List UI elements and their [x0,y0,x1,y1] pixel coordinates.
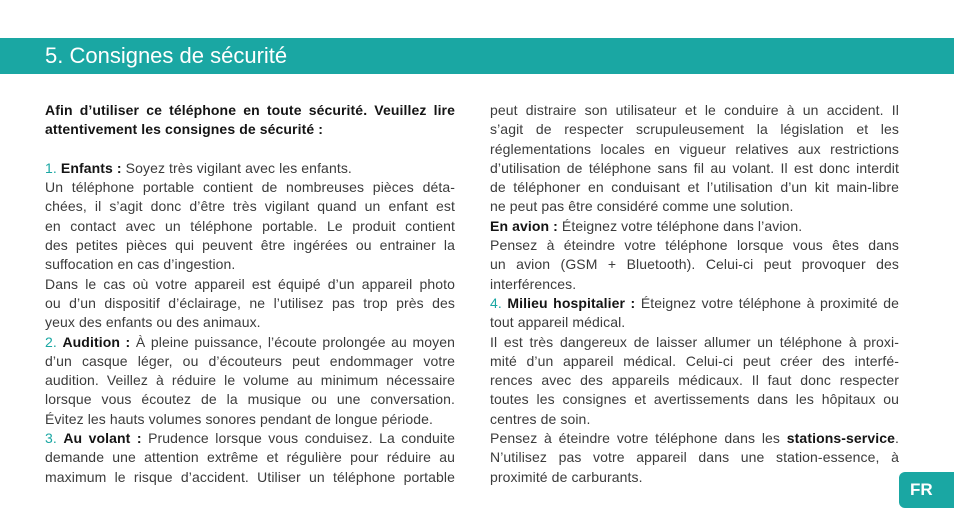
text-line [490,197,899,216]
text-line [45,101,455,120]
item-number: 1. [45,159,61,176]
body-text: Pensez à éteindre votre téléphone dans les [490,430,787,447]
text-line [490,333,899,352]
body-text: N’utilisez pas votre appareil dans une station-essence, à [490,449,899,466]
body-text: audition. Veillez à réduire le volume au minimum nécessaire [45,372,455,389]
text-line [45,159,455,178]
text-line [45,390,455,409]
intro-text: Afin d’utiliser ce téléphone en toute sécurité. Veuillez lire [45,102,455,118]
section-header-band [0,38,954,74]
text-line [490,352,899,371]
body-text: un avion (GSM + Bluetooth). Celui-ci peut provoquer des [490,256,899,273]
item-label: Au volant : [63,430,149,447]
body-text: peut distraire son utilisateur et le conduire à un accident. Il [490,102,899,118]
right-column [490,101,899,487]
body-text: réglementations locales en vigueur relatives aux restrictions [490,140,899,157]
text-line [490,217,899,236]
text-line [45,352,455,371]
paragraph-gap [45,140,455,159]
text-line [45,120,455,139]
body-text: rences avec des appareils médicaux. Il faut donc respecter [490,372,899,389]
body-text: Prudence lorsque vous conduisez. La conduite [148,430,455,447]
text-line [490,178,899,197]
emphasis-text: stations-service [786,430,895,447]
text-line [490,294,899,313]
item-label: Audition : [62,333,136,350]
item-number: 3. [45,430,64,447]
body-text: mité d’un appareil médical. Celui-ci peut créer des interfé- [490,352,899,369]
body-text: d’utilisation de téléphone sans fil au volant. Il est donc interdit [490,159,899,176]
body-text: chées, il s’agit donc d’être très vigilant quand un enfant est [45,198,455,215]
body-text: de téléphoner en conduisant et l’utilisation d’un kit main-libre [490,179,899,196]
item-label: Milieu hospitalier : [507,294,641,311]
text-line [490,448,899,467]
body-text: interférences. [490,275,577,292]
body-text: ou d’un dispositif d’éclairage, ne l’utilisez pas trop près des [45,294,455,311]
body-text: maximum le risque d’accident. Utiliser un téléphone portable [45,468,455,485]
body-text: À pleine puissance, l’écoute prolongée au moyen [135,333,455,350]
language-badge-label: FR [910,480,933,499]
body-text: tout appareil médical. [490,314,626,331]
body-text: lorsque vous écoutez de la musique ou une conversation. [45,391,455,408]
text-line [490,410,899,429]
item-label: Enfants : [60,159,126,176]
text-line [45,371,455,390]
body-text: des petites pièces qui peuvent être ingérées ou entrainer la [45,237,455,254]
body-text: Dans le cas où votre appareil est équipé d’un appareil photo [45,275,455,292]
text-line [45,255,455,274]
body-text: Il est très dangereux de laisser allumer un téléphone à proxi- [490,333,899,350]
language-badge [899,472,954,508]
body-text: en contact avec un téléphone portable. Le produit contient [45,217,455,234]
text-line [45,197,455,216]
body-text: . [895,430,899,447]
text-line [490,255,899,274]
body-text: ne peut pas être considéré comme une solution. [490,198,794,215]
text-line [45,429,455,448]
text-line [45,178,455,197]
section-title: 5. Consignes de sécurité [45,43,288,68]
text-line [45,217,455,236]
body-text: Un téléphone portable contient de nombreuses pièces déta- [45,179,455,196]
body-text: s’agit de respecter scrupuleusement la législation et les [490,121,899,138]
body-text: Soyez très vigilant avec les enfants. [125,159,352,176]
text-line [45,333,455,352]
body-text: centres de soin. [490,410,591,427]
body-text: Éteignez votre téléphone à proximité de [640,294,899,311]
body-text: yeux des enfants ou des animaux. [45,314,261,331]
body-text: suffocation en cas d’ingestion. [45,256,236,273]
text-line [45,448,455,467]
body-text: proximité de carburants. [490,468,643,485]
item-number: 4. [490,294,508,311]
text-line [45,275,455,294]
body-text: toutes les consignes et avertissements dans les hôpitaux ou [490,391,899,408]
text-line [490,313,899,332]
text-line [45,313,455,332]
text-line [45,468,455,487]
text-line [45,236,455,255]
text-line [490,140,899,159]
item-label: En avion : [490,217,562,234]
text-line [490,101,899,120]
left-column [45,101,455,487]
item-number: 2. [45,333,63,350]
text-line [490,468,899,487]
text-line [490,120,899,139]
body-text: demande une attention extrême et régulière pour réduire au [45,449,455,466]
text-line [490,159,899,178]
body-text: d’un casque léger, ou d’écouteurs peut endommager votre [45,352,455,369]
text-line [45,410,455,429]
text-line [490,371,899,390]
text-line [490,429,899,448]
body-text: Pensez à éteindre votre téléphone lorsque vous êtes dans [490,237,899,254]
text-line [45,294,455,313]
intro-text: attentivement les consignes de sécurité : [45,121,323,138]
text-line [490,275,899,294]
body-text: Évitez les hauts volumes sonores pendant de longue période. [45,410,434,427]
text-line [490,236,899,255]
text-line [490,390,899,409]
body-text: Éteignez votre téléphone dans l’avion. [561,217,803,234]
